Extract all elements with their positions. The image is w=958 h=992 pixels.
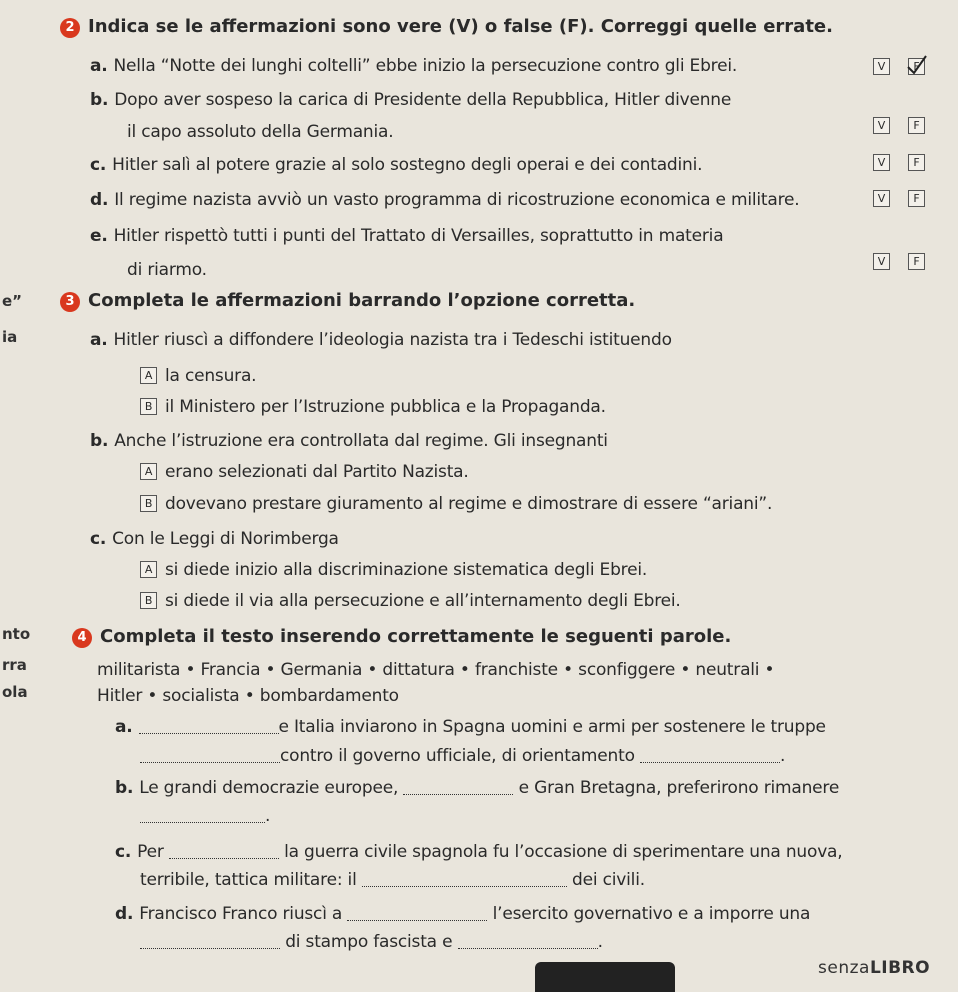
word-bank-line1: militarista • Francia • Germania • dittatura • franchiste • sconfiggere • neutrali • <box>97 660 775 680</box>
margin-fragment: ia <box>2 328 18 346</box>
false-box[interactable]: F <box>908 154 925 171</box>
margin-fragment: ola <box>2 683 28 701</box>
word-bank-line2: Hitler • socialista • bombardamento <box>97 686 399 706</box>
true-box[interactable]: V <box>873 117 890 134</box>
false-box[interactable]: F <box>908 58 925 75</box>
false-box[interactable]: F <box>908 117 925 134</box>
statement-a: a. Nella “Notte dei lunghi coltelli” ebbe inizio la persecuzione contro gli Ebrei. <box>90 56 738 76</box>
blank-input[interactable] <box>347 906 487 921</box>
statement-e-line2: di riarmo. <box>127 260 207 280</box>
option-b-A[interactable]: A erano selezionati dal Partito Nazista. <box>140 462 469 482</box>
false-box[interactable]: F <box>908 190 925 207</box>
margin-fragment: e” <box>2 292 23 310</box>
bottom-dark-object <box>535 962 675 992</box>
true-box[interactable]: V <box>873 58 890 75</box>
option-a-B[interactable]: B il Ministero per l’Istruzione pubblica e la Propaganda. <box>140 397 606 417</box>
true-box[interactable]: V <box>873 253 890 270</box>
fill-a-line2: contro il governo ufficiale, di orientamento . <box>140 746 785 766</box>
exercise-number-badge: 2 <box>60 18 80 38</box>
exercise-3-title: 3 Completa le affermazioni barrando l’opzione corretta. <box>60 290 635 312</box>
blank-input[interactable] <box>362 872 567 887</box>
fill-a-line1: a. e Italia inviarono in Spagna uomini e armi per sostenere le truppe <box>115 717 826 737</box>
exercise-4-title: 4 Completa il testo inserendo correttamente le seguenti parole. <box>72 626 731 648</box>
blank-input[interactable] <box>403 780 513 795</box>
true-box[interactable]: V <box>873 154 890 171</box>
question-a: a. Hitler riuscì a diffondere l’ideologia nazista tra i Tedeschi istituendo <box>90 330 672 350</box>
blank-input[interactable] <box>140 934 280 949</box>
blank-input[interactable] <box>140 748 280 763</box>
exercise-number-badge: 4 <box>72 628 92 648</box>
option-b-B[interactable]: B dovevano prestare giuramento al regime e dimostrare di essere “ariani”. <box>140 494 772 514</box>
statement-c: c. Hitler salì al potere grazie al solo sostegno degli operai e dei contadini. <box>90 155 703 175</box>
margin-fragment: nto <box>2 625 31 643</box>
margin-fragment: rra <box>2 656 27 674</box>
true-box[interactable]: V <box>873 190 890 207</box>
blank-input[interactable] <box>169 844 279 859</box>
fill-d-line2: di stampo fascista e . <box>140 932 603 952</box>
fill-d-line1: d. Francisco Franco riuscì a l’esercito governativo e a imporre una <box>115 904 811 924</box>
fill-b-line2: . <box>140 806 270 826</box>
blank-input[interactable] <box>640 748 780 763</box>
statement-e: e. Hitler rispettò tutti i punti del Trattato di Versailles, soprattutto in materia <box>90 226 724 246</box>
senzalibro-logo: senzaLIBRO <box>818 958 931 978</box>
option-a-A[interactable]: A la censura. <box>140 366 256 386</box>
fill-b-line1: b. Le grandi democrazie europee, e Gran Bretagna, preferirono rimanere <box>115 778 840 798</box>
exercise-2-title: 2 Indica se le affermazioni sono vere (V) o false (F). Correggi quelle errate. <box>60 16 833 38</box>
blank-input[interactable] <box>458 934 598 949</box>
statement-b: b. Dopo aver sospeso la carica di Presidente della Repubblica, Hitler divenne <box>90 90 732 110</box>
false-box[interactable]: F <box>908 253 925 270</box>
option-c-A[interactable]: A si diede inizio alla discriminazione sistematica degli Ebrei. <box>140 560 647 580</box>
question-b: b. Anche l’istruzione era controllata dal regime. Gli insegnanti <box>90 431 608 451</box>
check-mark-icon <box>905 53 929 77</box>
statement-d: d. Il regime nazista avviò un vasto programma di ricostruzione economica e militare. <box>90 190 800 210</box>
fill-c-line1: c. Per la guerra civile spagnola fu l’occasione di sperimentare una nuova, <box>115 842 843 862</box>
blank-input[interactable] <box>140 808 265 823</box>
option-c-B[interactable]: B si diede il via alla persecuzione e all’internamento degli Ebrei. <box>140 591 681 611</box>
fill-c-line2: terribile, tattica militare: il dei civili. <box>140 870 645 890</box>
blank-input[interactable] <box>139 719 279 734</box>
question-c: c. Con le Leggi di Norimberga <box>90 529 339 549</box>
exercise-number-badge: 3 <box>60 292 80 312</box>
statement-b-line2: il capo assoluto della Germania. <box>127 122 394 142</box>
